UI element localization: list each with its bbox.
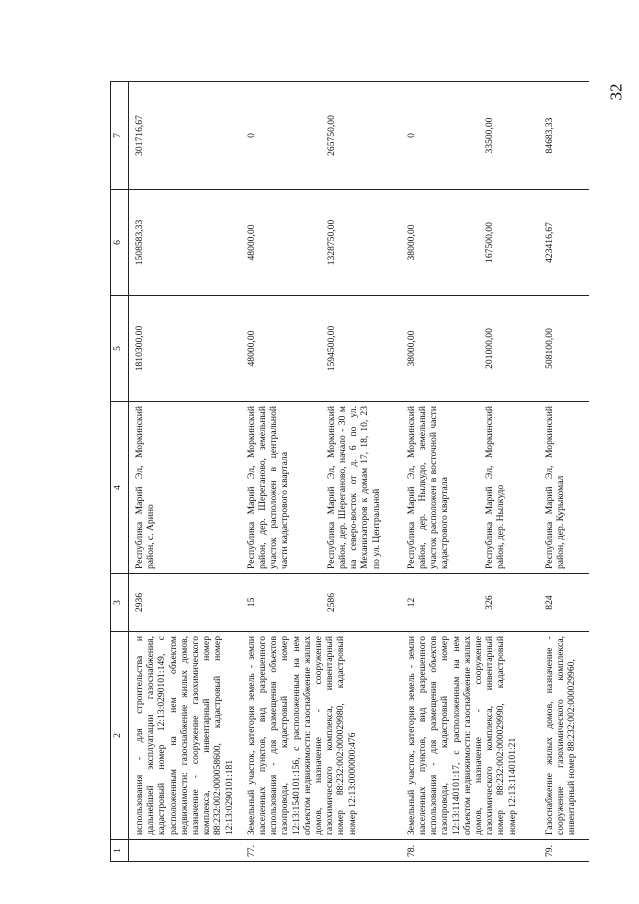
column-header-4: 4	[111, 402, 129, 574]
value-col7: 84683,33	[539, 82, 589, 190]
row-number	[321, 840, 401, 862]
value-col6: 38000,00	[401, 190, 479, 296]
value-col5: 48000,00	[241, 296, 321, 402]
object-address: Республика Марий Эл, Моркинский район, с. Арино	[129, 402, 241, 574]
property-register-table	[110, 81, 589, 862]
table-row	[129, 82, 241, 862]
value-col6: 1328750,00	[321, 190, 401, 296]
column-header-1: 1	[111, 840, 129, 862]
table-row	[539, 82, 589, 862]
row-number: 77.	[241, 840, 321, 862]
value-col6: 48000,00	[241, 190, 321, 296]
row-number: 79.	[539, 840, 589, 862]
table-row	[241, 82, 321, 862]
object-description: использования - для строительства и дальнейшей эксплуатации газоснабжения, кадастровый номер 12:13:0290101:149, с расположенным на нем объектом недвижимости: газоснабжение жилых домов, назначение - сооружение газохимического комплекса, инвентарный номер 88:232:002:000058600, кадастровый номер 12:13:0290101:181	[129, 632, 241, 840]
column-header-6: 6	[111, 190, 129, 296]
object-address: Республика Марий Эл, Моркинский район, дер. Шереганово, начало - 30 м на северо-восток от д. 6 по ул. Механизаторов к домам 17, 18, 10, 23 по ул. Центральной	[321, 402, 401, 574]
object-area: 824	[539, 574, 589, 632]
row-number: 78.	[401, 840, 479, 862]
value-col7: 301716,67	[129, 82, 241, 190]
table-row	[401, 82, 479, 862]
object-area: 326	[479, 574, 539, 632]
value-col5: 1810300,00	[129, 296, 241, 402]
value-col6: 1508583,33	[129, 190, 241, 296]
object-address: Республика Марий Эл, Моркинский район, дер. Нылкудо, земельный участок расположен в восточной части кадастрового квартала	[401, 402, 479, 574]
value-col5: 201000,00	[479, 296, 539, 402]
rotated-table-wrapper	[110, 82, 618, 862]
value-col7: 265750,00	[321, 82, 401, 190]
column-header-5: 5	[111, 296, 129, 402]
object-description: Земельный участок, категория земель - земли населенных пунктов, вид разрешенного использования - для размещения объектов газопровода, кадастровый номер 12:13:1140101:17, с расположенным на нем объектом недвижимости: газоснабжение жилых домов, назначение - сооружение газохимического комплекса, инвентарный номер 88:232:002:000029990, кадастровый номер 12:13:1140101:21	[401, 632, 539, 840]
row-number	[479, 840, 539, 862]
value-col5: 38000,00	[401, 296, 479, 402]
value-col5: 508100,00	[539, 296, 589, 402]
object-area: 2586	[321, 574, 401, 632]
column-header-3: 3	[111, 574, 129, 632]
object-area: 12	[401, 574, 479, 632]
page-number: 32	[606, 83, 626, 101]
object-area: 2936	[129, 574, 241, 632]
row-number	[129, 840, 241, 862]
value-col7: 33500,00	[479, 82, 539, 190]
value-col5: 1594500,00	[321, 296, 401, 402]
value-col6: 423416,67	[539, 190, 589, 296]
object-address: Республика Марий Эл, Моркинский район, дер. Нылкудо	[479, 402, 539, 574]
object-description: Земельный участок, категория земель - земли населенных пунктов, вид разрешенного использования - для размещения объектов газопровода, кадастровый номер 12:13:1540101:156, с расположенным на нем объектом недвижимости: газоснабжение жилых домов, назначение - сооружение газохимического комплекса, инвентарный номер 88:232:002:000029980, кадастровый номер 12:13:0000000:476	[241, 632, 401, 840]
table-header-row	[111, 82, 129, 862]
object-description: Газоснабжение жилых домов, назначение - сооружение газохимического комплекса, инвентарный номер 88:232:002:000029960,	[539, 632, 589, 840]
object-address: Республика Марий Эл, Моркинский район, дер. Курыкомал	[539, 402, 589, 574]
object-area: 15	[241, 574, 321, 632]
column-header-7: 7	[111, 82, 129, 190]
value-col7: 0	[241, 82, 321, 190]
column-header-2: 2	[111, 632, 129, 840]
object-address: Республика Марий Эл, Моркинский район, дер. Шереганово, земельный участок расположен в центральной части кадастрового квартала	[241, 402, 321, 574]
value-col7: 0	[401, 82, 479, 190]
value-col6: 167500,00	[479, 190, 539, 296]
